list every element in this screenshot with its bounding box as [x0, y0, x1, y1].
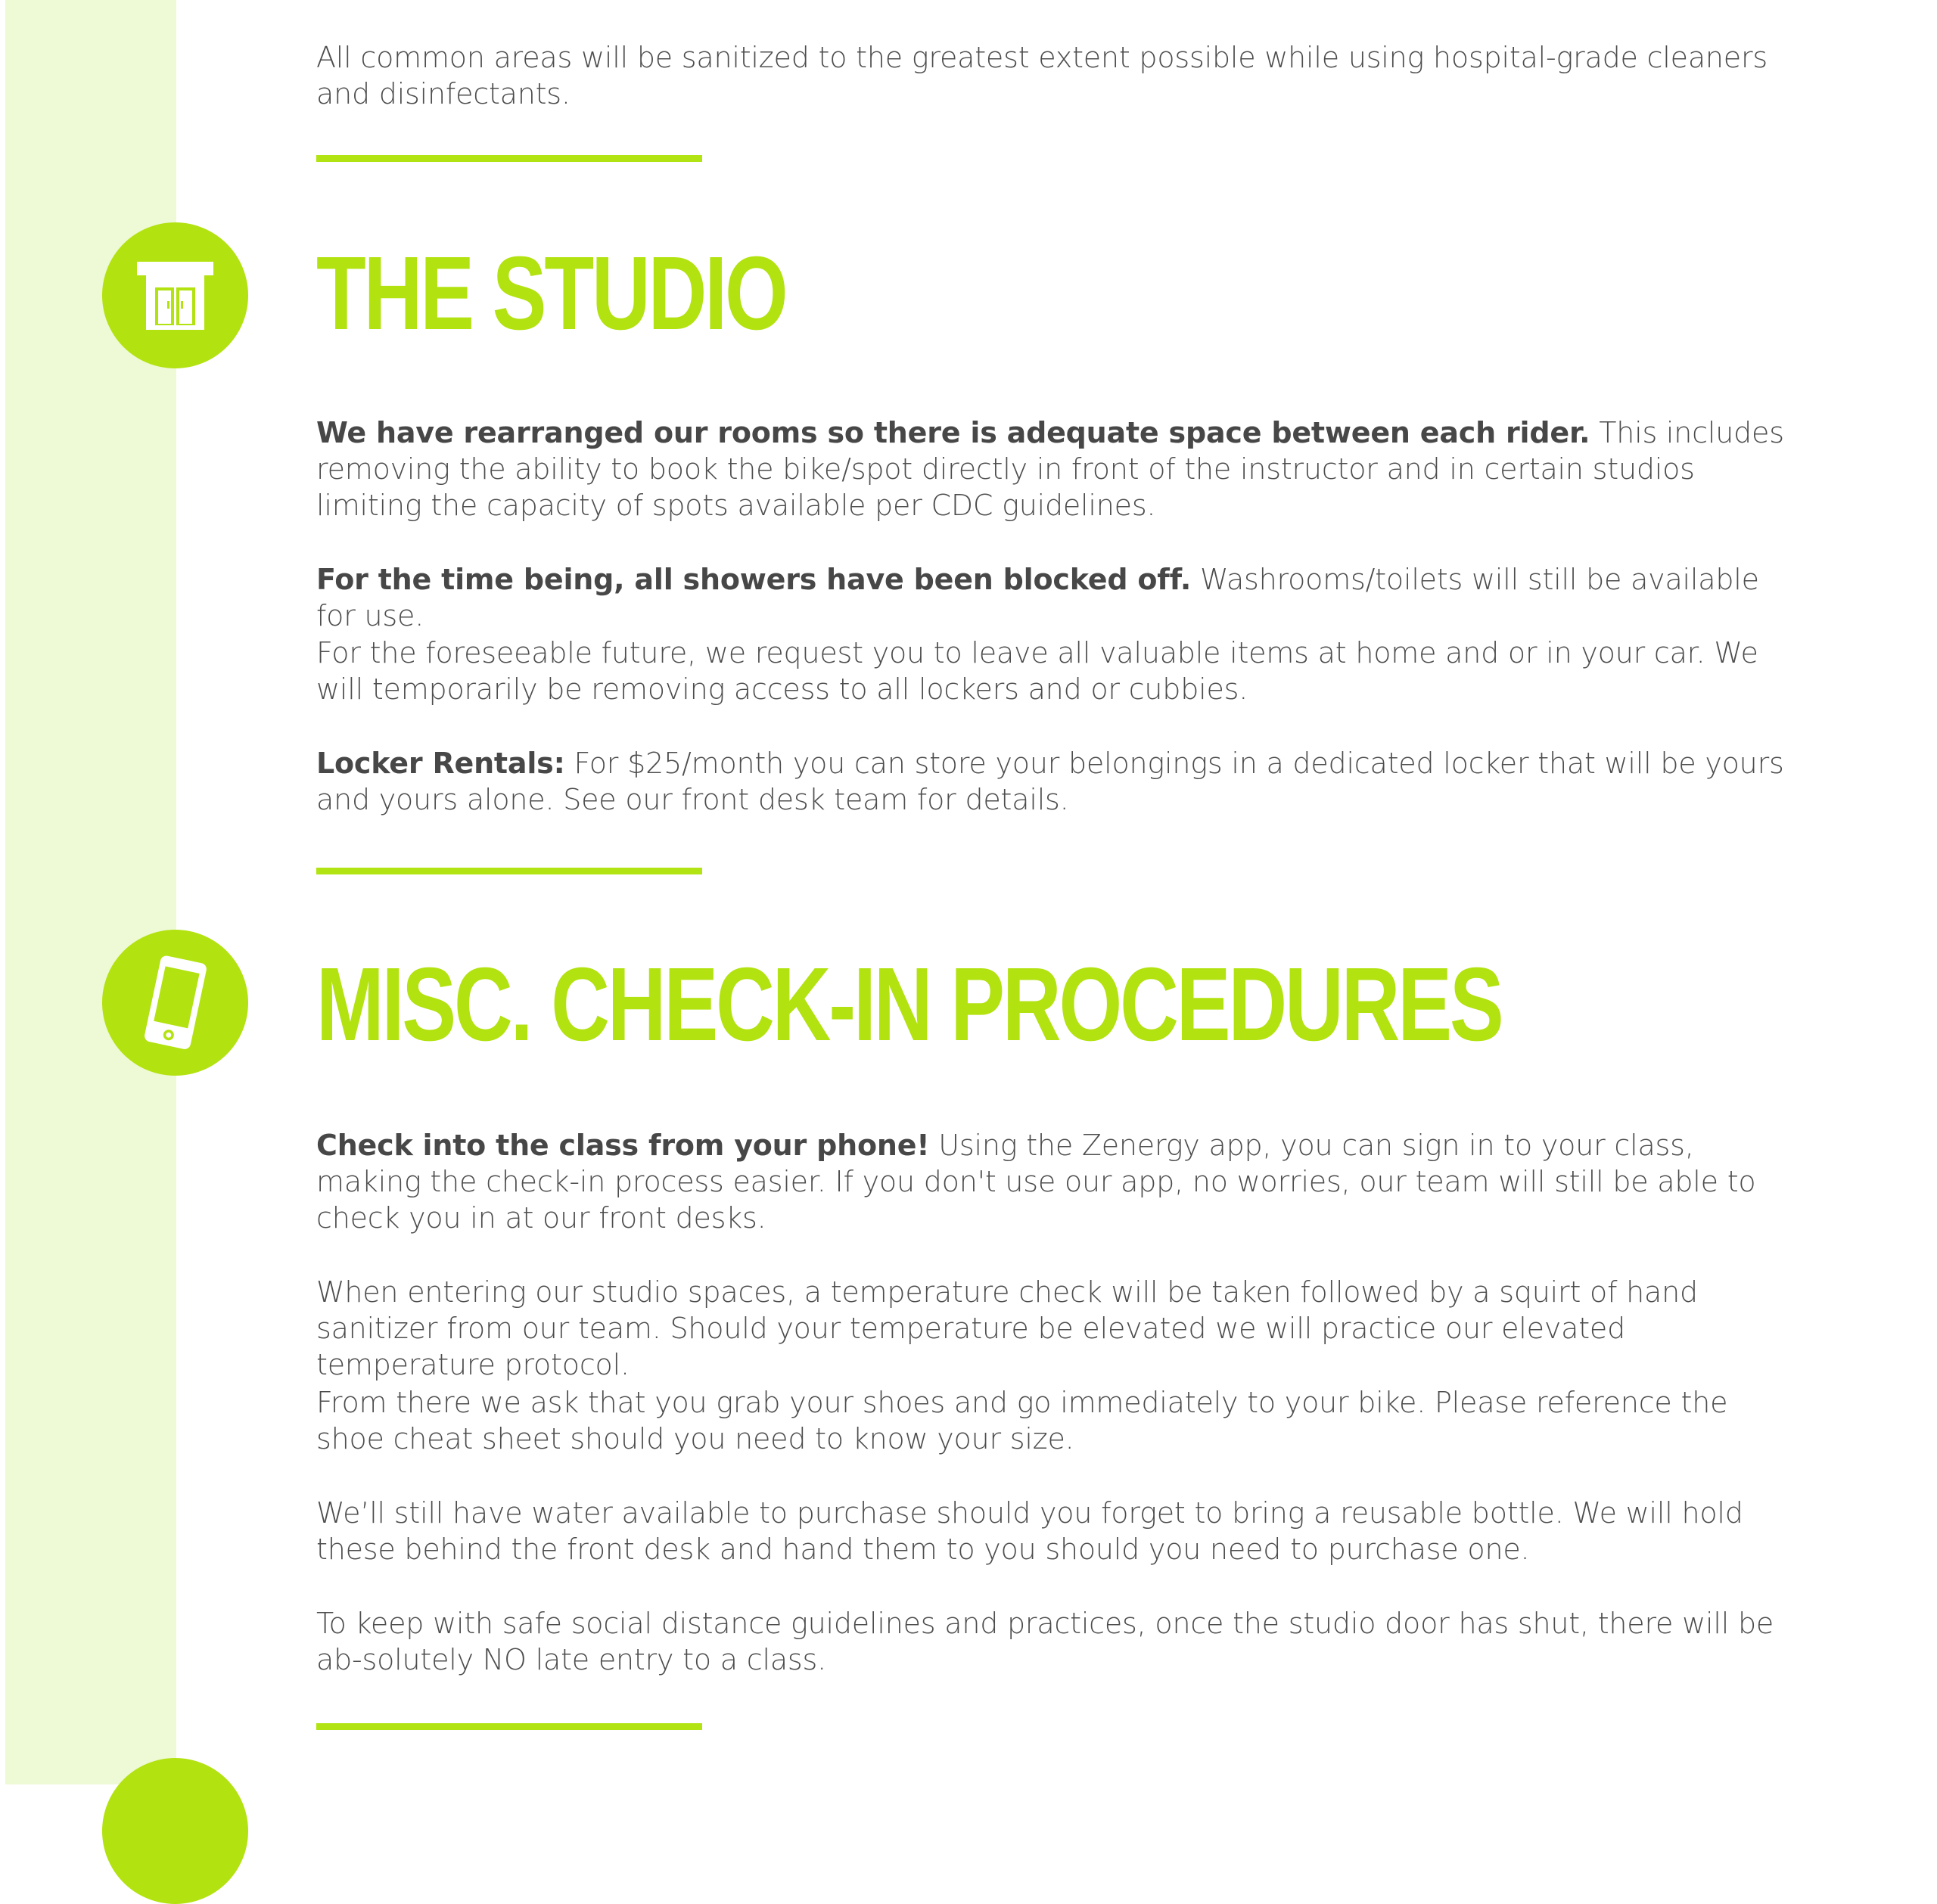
water-paragraph [316, 1495, 1799, 1567]
phone-checkin-bold: Check into the class from your phone! [316, 1129, 930, 1162]
studio-spacing-bold: We have rearranged our rooms so there is adequate space between each rider. [316, 416, 1590, 449]
phone-checkin-paragraph [316, 1127, 1799, 1236]
next-section-icon [102, 1758, 248, 1904]
studio-section-title: THE STUDIO [316, 235, 786, 352]
storefront-icon [102, 222, 248, 368]
shoes-paragraph [316, 1384, 1799, 1457]
showers-paragraph [316, 561, 1799, 634]
late-entry-text: To keep with safe social distance guidelines and practices, once the studio door has shut, there will be ab-solutely NO late entry to a class. [316, 1607, 1774, 1676]
locker-rentals-text: For $25/month you can store your belongings in a dedicated locker that will be yours and yours alone. See our front desk team for details. [316, 747, 1784, 816]
showers-bold: For the time being, all showers have been blocked off. [316, 563, 1192, 596]
temperature-check-paragraph [316, 1274, 1799, 1383]
studio-spacing-text: This includes removing the ability to book the bike/spot directly in front of the instructor and in certain studios limiting the capacity of spots available per CDC guidelines. [316, 416, 1784, 522]
section-divider [316, 868, 702, 874]
storefront-icon-graphic [102, 222, 248, 368]
locker-rentals-paragraph [316, 745, 1799, 818]
section-divider [316, 1723, 702, 1730]
valuables-text: For the foreseeable future, we request you to leave all valuable items at home and or in your car. We will temporarily be removing access to all lockers and or cubbies. [316, 636, 1758, 706]
temperature-check-text: When entering our studio spaces, a temperature check will be taken followed by a squirt of hand sanitizer from our team. Should your temperature be elevated we will practice our elevated temperature protocol. [316, 1275, 1698, 1381]
common-areas-text: All common areas will be sanitized to the greatest extent possible while using hospital-grade cleaners and disinfectants. [316, 41, 1768, 110]
water-text: We’ll still have water available to purchase should you forget to bring a reusable bottle. We will hold these behind the front desk and hand them to you should you need to purchase one. [316, 1496, 1743, 1566]
studio-spacing-paragraph [316, 415, 1799, 523]
showers-text: Washrooms/toilets will still be available for use. [316, 563, 1759, 632]
phone-icon-graphic [102, 930, 248, 1076]
shoes-text: From there we ask that you grab your shoes and go immediately to your bike. Please reference the shoe cheat sheet should you need to know your size. [316, 1386, 1728, 1455]
late-entry-paragraph [316, 1605, 1799, 1678]
locker-rentals-bold: Locker Rentals: [316, 747, 565, 780]
phone-checkin-text: Using the Zenergy app, you can sign in to your class, making the check-in process easier. If you don't use our app, no worries, our team will still be able to check you in at our front desks. [316, 1129, 1756, 1235]
phone-icon [102, 930, 248, 1076]
section-divider [316, 155, 702, 162]
valuables-paragraph [316, 635, 1799, 707]
checkin-section-title: MISC. CHECK-IN PROCEDURES [316, 946, 1502, 1063]
common-areas-paragraph [316, 39, 1799, 112]
